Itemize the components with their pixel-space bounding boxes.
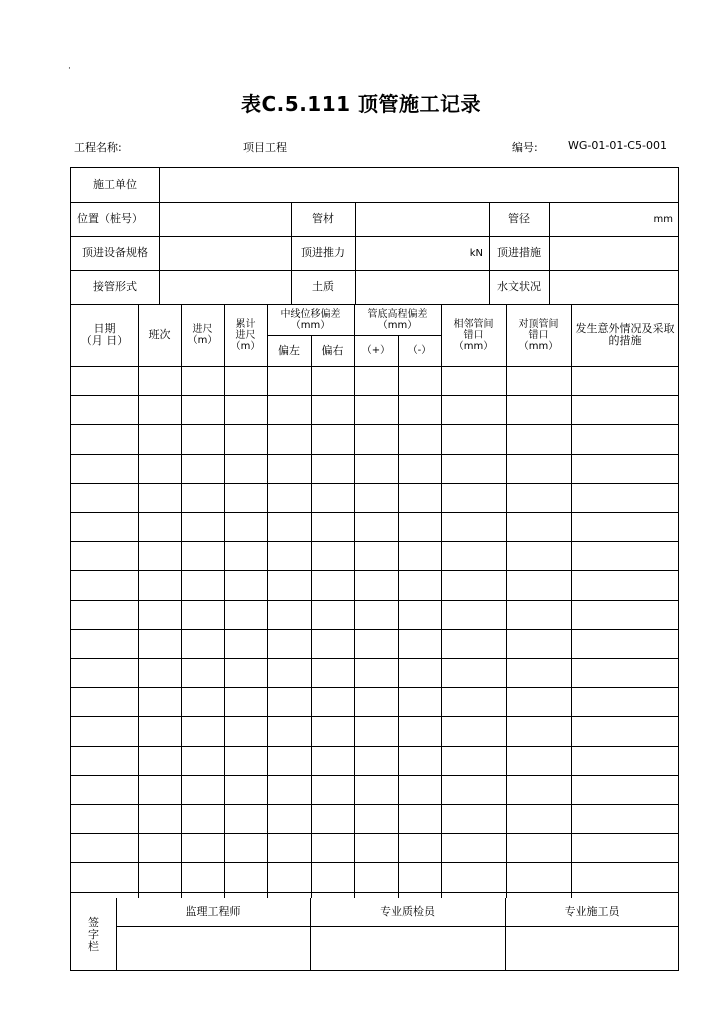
code-label: 编号: <box>512 141 538 154</box>
supervisor-label: 监理工程师 <box>185 905 241 918</box>
quality-inspector-label: 专业质检员 <box>380 905 435 918</box>
constructor-label: 专业施工员 <box>564 905 620 918</box>
adjacent-gap-header: 相邻管间 错口 （mm） <box>453 318 494 352</box>
grid-line <box>71 746 679 747</box>
hydrology-label: 水文状况 <box>497 280 541 293</box>
grid-line <box>311 366 312 898</box>
grid-line <box>571 304 572 898</box>
grid-line <box>267 304 268 898</box>
grid-line <box>354 304 355 898</box>
grid-line <box>71 892 679 893</box>
soil-label: 土质 <box>312 280 334 293</box>
cumulative-advance-header: 累计 进尺 （m） <box>230 318 261 352</box>
deviation-plus-header: （+） <box>361 345 391 356</box>
deviation-left-header: 偏左 <box>278 343 300 357</box>
jacking-force-unit[interactable]: kN <box>469 247 483 259</box>
advance-header: 进尺 （m） <box>187 324 218 346</box>
joint-type-field[interactable] <box>159 270 291 304</box>
corner-dot: · <box>68 64 71 74</box>
grid-line <box>71 629 679 630</box>
page-title: 表C.5.111 顶管施工记录 <box>241 92 481 116</box>
pipe-material-field[interactable] <box>355 202 489 236</box>
grid-line <box>71 658 679 659</box>
project-name-value: 项目工程 <box>243 141 287 154</box>
grid-line <box>71 395 679 396</box>
date-header: 日期 （月 日） <box>80 322 129 347</box>
jacking-measures-field[interactable] <box>549 236 679 270</box>
grid-line <box>71 600 679 601</box>
grid-line <box>71 570 679 571</box>
code-value: WG-01-01-C5-001 <box>568 139 667 152</box>
jacking-force-label: 顶进推力 <box>301 246 345 259</box>
elevation-deviation-header: 管底高程偏差 （mm） <box>367 308 428 331</box>
project-name-label: 工程名称: <box>74 141 122 154</box>
grid-line <box>398 366 399 898</box>
grid-line <box>71 483 679 484</box>
grid-line <box>71 862 679 863</box>
centerline-deviation-header: 中线位移偏差 （mm） <box>280 308 341 331</box>
signature-column-label: 签 字 栏 <box>88 915 99 953</box>
hydrology-field[interactable] <box>549 270 679 304</box>
jacking-measures-label: 顶进措施 <box>497 246 541 259</box>
location-label: 位置（桩号） <box>77 212 143 225</box>
pipe-material-label: 管材 <box>312 212 334 225</box>
grid-line <box>71 512 679 513</box>
equipment-spec-label: 顶进设备规格 <box>82 246 148 259</box>
grid-line <box>71 424 679 425</box>
supervisor-signature-field[interactable] <box>116 926 310 971</box>
shift-header: 班次 <box>148 328 171 341</box>
incident-measures-header: 发生意外情况及采取 的措施 <box>575 322 675 347</box>
top-gap-header: 对顶管间 错口 （mm） <box>518 318 559 352</box>
construction-unit-field[interactable] <box>159 168 679 202</box>
grid-line <box>71 716 679 717</box>
grid-line <box>506 304 507 898</box>
deviation-right-header: 偏右 <box>321 343 344 357</box>
grid-line <box>71 541 679 542</box>
grid-line <box>71 804 679 805</box>
grid-line <box>71 833 679 834</box>
equipment-spec-field[interactable] <box>159 236 291 270</box>
joint-type-label: 接管形式 <box>93 280 137 293</box>
constructor-signature-field[interactable] <box>505 926 679 971</box>
grid-line <box>181 304 182 898</box>
grid-line <box>71 775 679 776</box>
location-field[interactable] <box>159 202 291 236</box>
grid-line <box>71 366 679 367</box>
grid-line <box>71 687 679 688</box>
soil-field[interactable] <box>355 270 489 304</box>
grid-line <box>441 304 442 898</box>
grid-line <box>224 304 225 898</box>
construction-unit-label: 施工单位 <box>93 178 137 191</box>
grid-line <box>138 304 139 898</box>
pipe-diameter-label: 管径 <box>508 212 530 225</box>
grid-line <box>71 454 679 455</box>
pipe-diameter-unit[interactable]: mm <box>653 213 673 225</box>
quality-inspector-signature-field[interactable] <box>310 926 505 971</box>
record-table <box>70 167 679 971</box>
deviation-minus-header: （-） <box>407 345 432 356</box>
